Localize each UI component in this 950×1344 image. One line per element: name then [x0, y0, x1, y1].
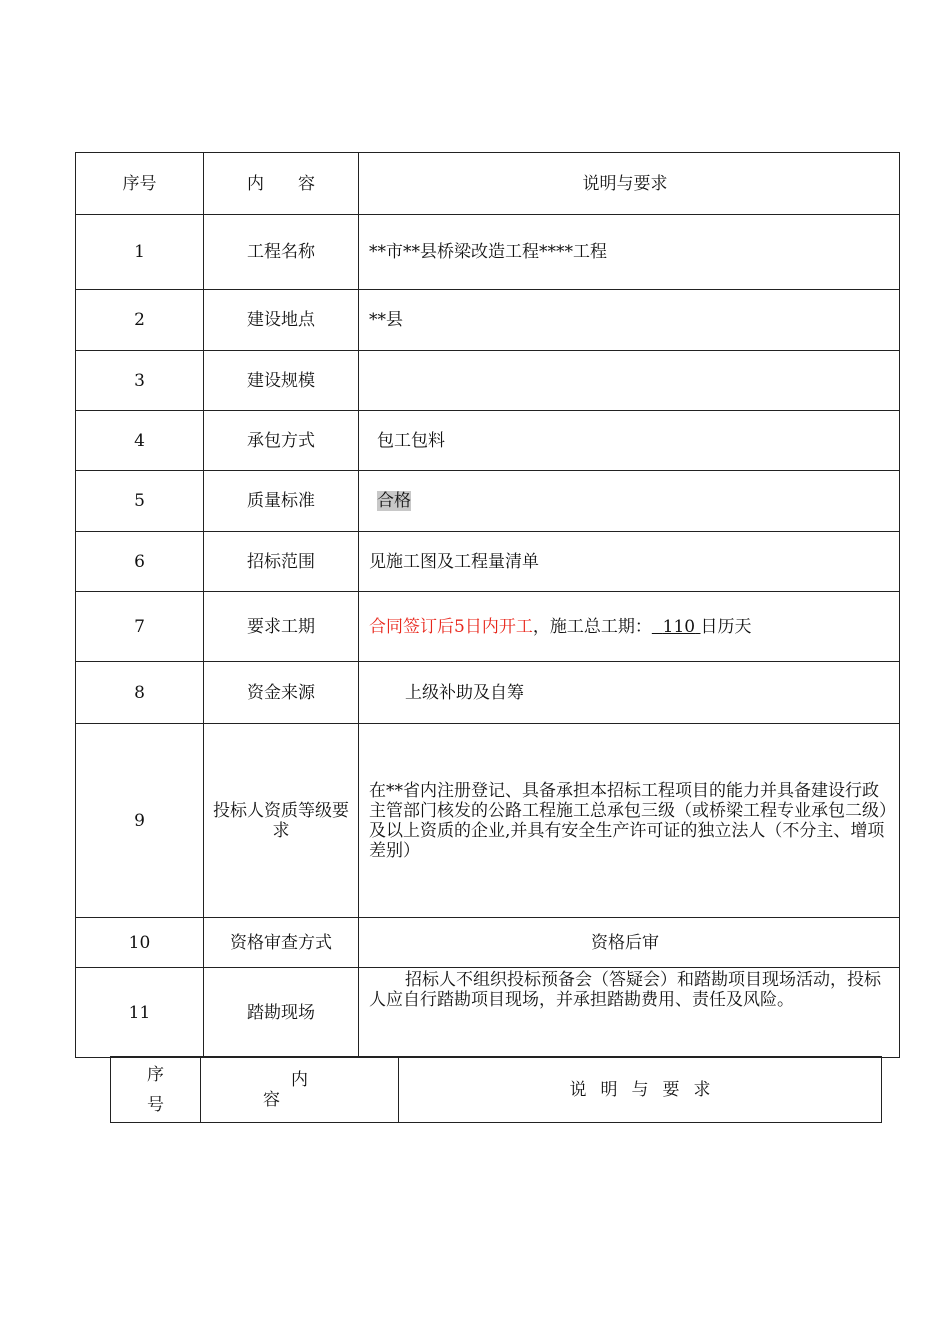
table-row [76, 290, 900, 351]
row-no: 6 [76, 532, 204, 592]
start-requirement-text: 合同签订后5日内开工 [369, 616, 533, 637]
row-item: 要求工期 [204, 592, 359, 662]
header-item-text: 内 容 [247, 173, 315, 194]
row-desc [359, 351, 900, 411]
row-desc: 见施工图及工程量清单 [359, 532, 900, 592]
row-item: 承包方式 [204, 411, 359, 471]
header-desc: 说明与要求 [359, 153, 900, 215]
quality-standard-highlight: 合格 [377, 491, 411, 511]
row-desc: 资格后审 [359, 918, 900, 968]
row-item: 质量标准 [204, 471, 359, 532]
table-row [76, 662, 900, 724]
row-desc: 上级补助及自筹 [405, 682, 524, 703]
table-row [76, 724, 900, 918]
row-desc: 招标人不组织投标预备会（答疑会）和踏勘项目现场活动，投标人应自行踏勘项目现场，并承担踏勘费用、责任及风险。 [369, 970, 881, 1010]
table-row [76, 215, 900, 290]
row-no: 3 [76, 351, 204, 411]
table-row [76, 968, 900, 1058]
row-no: 9 [76, 724, 204, 918]
row-desc: **县 [359, 290, 900, 351]
continuation-table-header [110, 1056, 882, 1123]
table-row [76, 471, 900, 532]
row-desc-cell [359, 662, 900, 724]
row-no: 11 [76, 968, 204, 1058]
row-no: 8 [76, 662, 204, 724]
row-item: 建设规模 [204, 351, 359, 411]
table-row [76, 918, 900, 968]
tender-info-table [75, 152, 900, 1058]
header-desc-cell [399, 1057, 882, 1123]
table-header-row [111, 1057, 882, 1123]
row-no: 10 [76, 918, 204, 968]
qualification-label: 投标人资质等级要求 [213, 800, 349, 841]
row-item: 招标范围 [204, 532, 359, 592]
header-no-cell [111, 1057, 201, 1123]
row-desc-cell [359, 411, 900, 471]
row-desc-cell [359, 968, 900, 1058]
table-row [76, 351, 900, 411]
header-item-cell [201, 1057, 399, 1123]
row-desc: **市**县桥梁改造工程****工程 [359, 215, 900, 290]
header-no-char-1: 序号 [147, 1064, 164, 1115]
row-no: 7 [76, 592, 204, 662]
duration-label: ，施工总工期： [532, 616, 652, 637]
row-no: 2 [76, 290, 204, 351]
row-desc-cell [359, 592, 900, 662]
table-header-row [76, 153, 900, 215]
duration-days [652, 617, 701, 637]
table-row [76, 592, 900, 662]
row-item [204, 724, 359, 918]
row-desc: 在**省内注册登记、具备承担本招标工程项目的能力并具备建设行政主管部门核发的公路工程施工总承包三级（或桥梁工程专业承包二级）及以上资质的企业,并具有安全生产许可证的独立法人（不分主、增项差别） [359, 724, 900, 918]
row-item: 资金来源 [204, 662, 359, 724]
row-no: 5 [76, 471, 204, 532]
row-item: 踏勘现场 [204, 968, 359, 1058]
row-no: 1 [76, 215, 204, 290]
header-item [204, 153, 359, 215]
row-item: 建设地点 [204, 290, 359, 351]
table-row [76, 532, 900, 592]
row-desc-cell [359, 471, 900, 532]
header-desc: 说明与要求 [569, 1079, 725, 1100]
row-desc: 包工包料 [377, 430, 445, 451]
row-no: 4 [76, 411, 204, 471]
header-item: 内容 [263, 1069, 364, 1110]
row-item: 资格审查方式 [204, 918, 359, 968]
header-no: 序号 [76, 153, 204, 215]
duration-unit: 日历天 [700, 616, 752, 637]
duration-value: 110 [662, 616, 696, 637]
table-row [76, 411, 900, 471]
row-item: 工程名称 [204, 215, 359, 290]
